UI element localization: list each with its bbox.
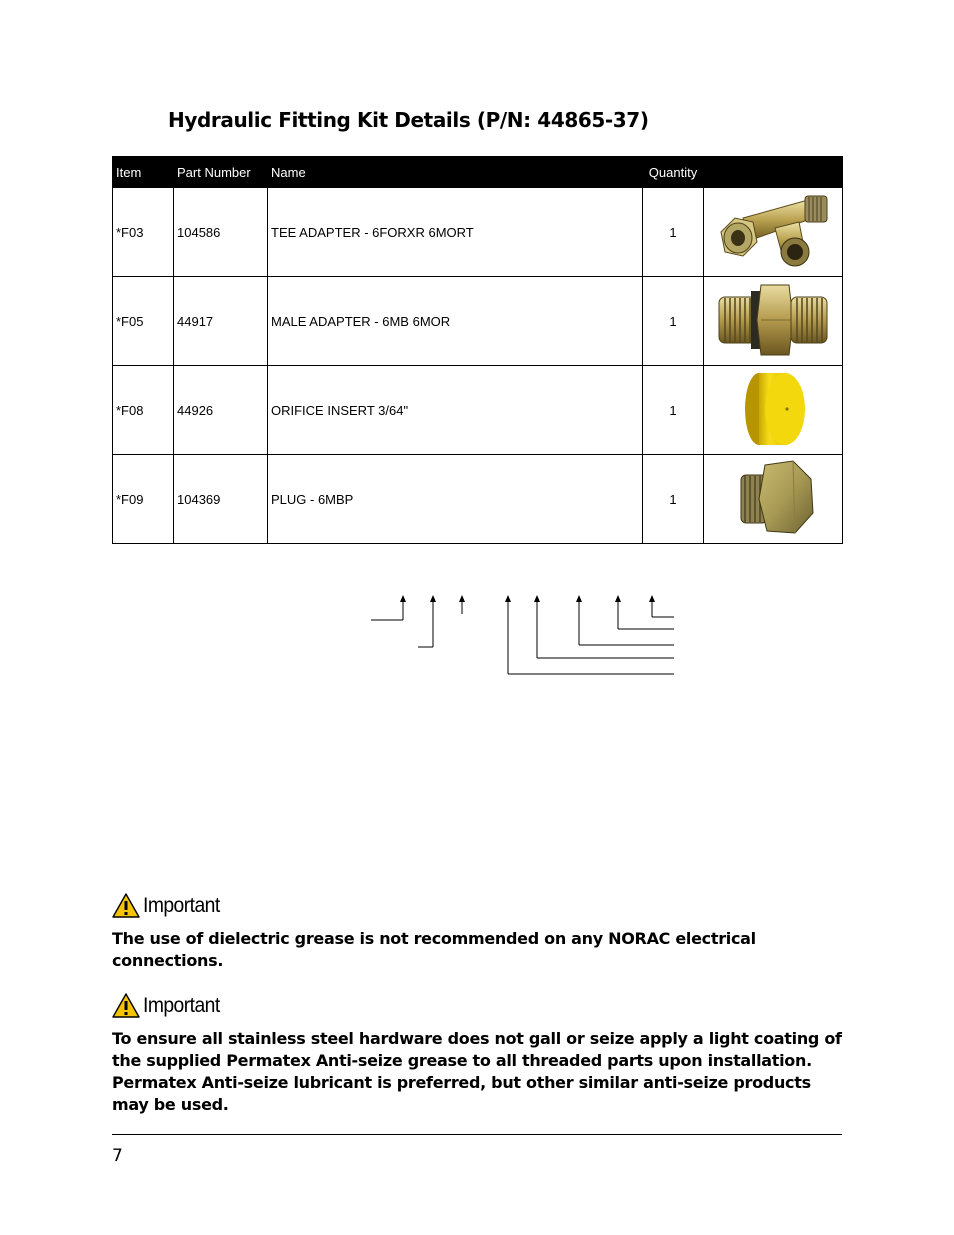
part-image-cell bbox=[704, 188, 843, 277]
important-notice-heading bbox=[112, 993, 226, 1018]
name-cell: MALE ADAPTER - 6MB 6MOR bbox=[268, 277, 643, 366]
quantity-cell: 1 bbox=[643, 366, 704, 455]
quantity-cell: 1 bbox=[643, 188, 704, 277]
warning-icon bbox=[112, 893, 140, 918]
item-cell: *F08 bbox=[113, 366, 174, 455]
part-number-cell: 104369 bbox=[174, 455, 268, 544]
item-cell: *F09 bbox=[113, 455, 174, 544]
table-header-row bbox=[113, 157, 843, 188]
footer-divider bbox=[112, 1134, 842, 1135]
part-image-cell bbox=[704, 277, 843, 366]
dielectric-grease-notice: The use of dielectric grease is not recommended on any NORAC electrical connections. bbox=[112, 929, 756, 970]
important-label: Important bbox=[143, 993, 220, 1017]
anti-seize-notice: To ensure all stainless steel hardware does not gall or seize apply a light coating of the supplied Permatex Anti-seize grease to all threaded parts upon installation. Permatex Anti-seize lubricant is preferred, but other similar anti-seize products may be used. bbox=[112, 1029, 842, 1114]
tee-adapter-image bbox=[713, 190, 833, 272]
table-row bbox=[113, 277, 843, 366]
part-number-callout-diagram bbox=[360, 592, 680, 678]
name-cell: PLUG - 6MBP bbox=[268, 455, 643, 544]
part-image-cell bbox=[704, 455, 843, 544]
column-header-quantity: Quantity bbox=[643, 157, 704, 188]
male-adapter-image bbox=[711, 279, 835, 361]
item-cell: *F05 bbox=[113, 277, 174, 366]
page-number: 7 bbox=[112, 1146, 123, 1166]
important-label: Important bbox=[143, 893, 220, 917]
part-number-cell: 44926 bbox=[174, 366, 268, 455]
item-cell: *F03 bbox=[113, 188, 174, 277]
part-image-cell bbox=[704, 366, 843, 455]
fitting-kit-table bbox=[112, 156, 843, 544]
column-header-name: Name bbox=[268, 157, 643, 188]
quantity-cell: 1 bbox=[643, 277, 704, 366]
table-row bbox=[113, 188, 843, 277]
orifice-insert-image bbox=[733, 368, 813, 450]
warning-icon bbox=[112, 993, 140, 1018]
part-number-cell: 104586 bbox=[174, 188, 268, 277]
column-header-item: Item bbox=[113, 157, 174, 188]
important-notice-heading bbox=[112, 893, 226, 918]
table-row bbox=[113, 366, 843, 455]
column-header-image bbox=[704, 157, 843, 188]
column-header-part-number: Part Number bbox=[174, 157, 268, 188]
plug-image bbox=[723, 457, 823, 539]
table-row bbox=[113, 455, 843, 544]
part-number-cell: 44917 bbox=[174, 277, 268, 366]
page-title: Hydraulic Fitting Kit Details (P/N: 44865-37) bbox=[168, 108, 649, 132]
quantity-cell: 1 bbox=[643, 455, 704, 544]
name-cell: TEE ADAPTER - 6FORXR 6MORT bbox=[268, 188, 643, 277]
name-cell: ORIFICE INSERT 3/64" bbox=[268, 366, 643, 455]
